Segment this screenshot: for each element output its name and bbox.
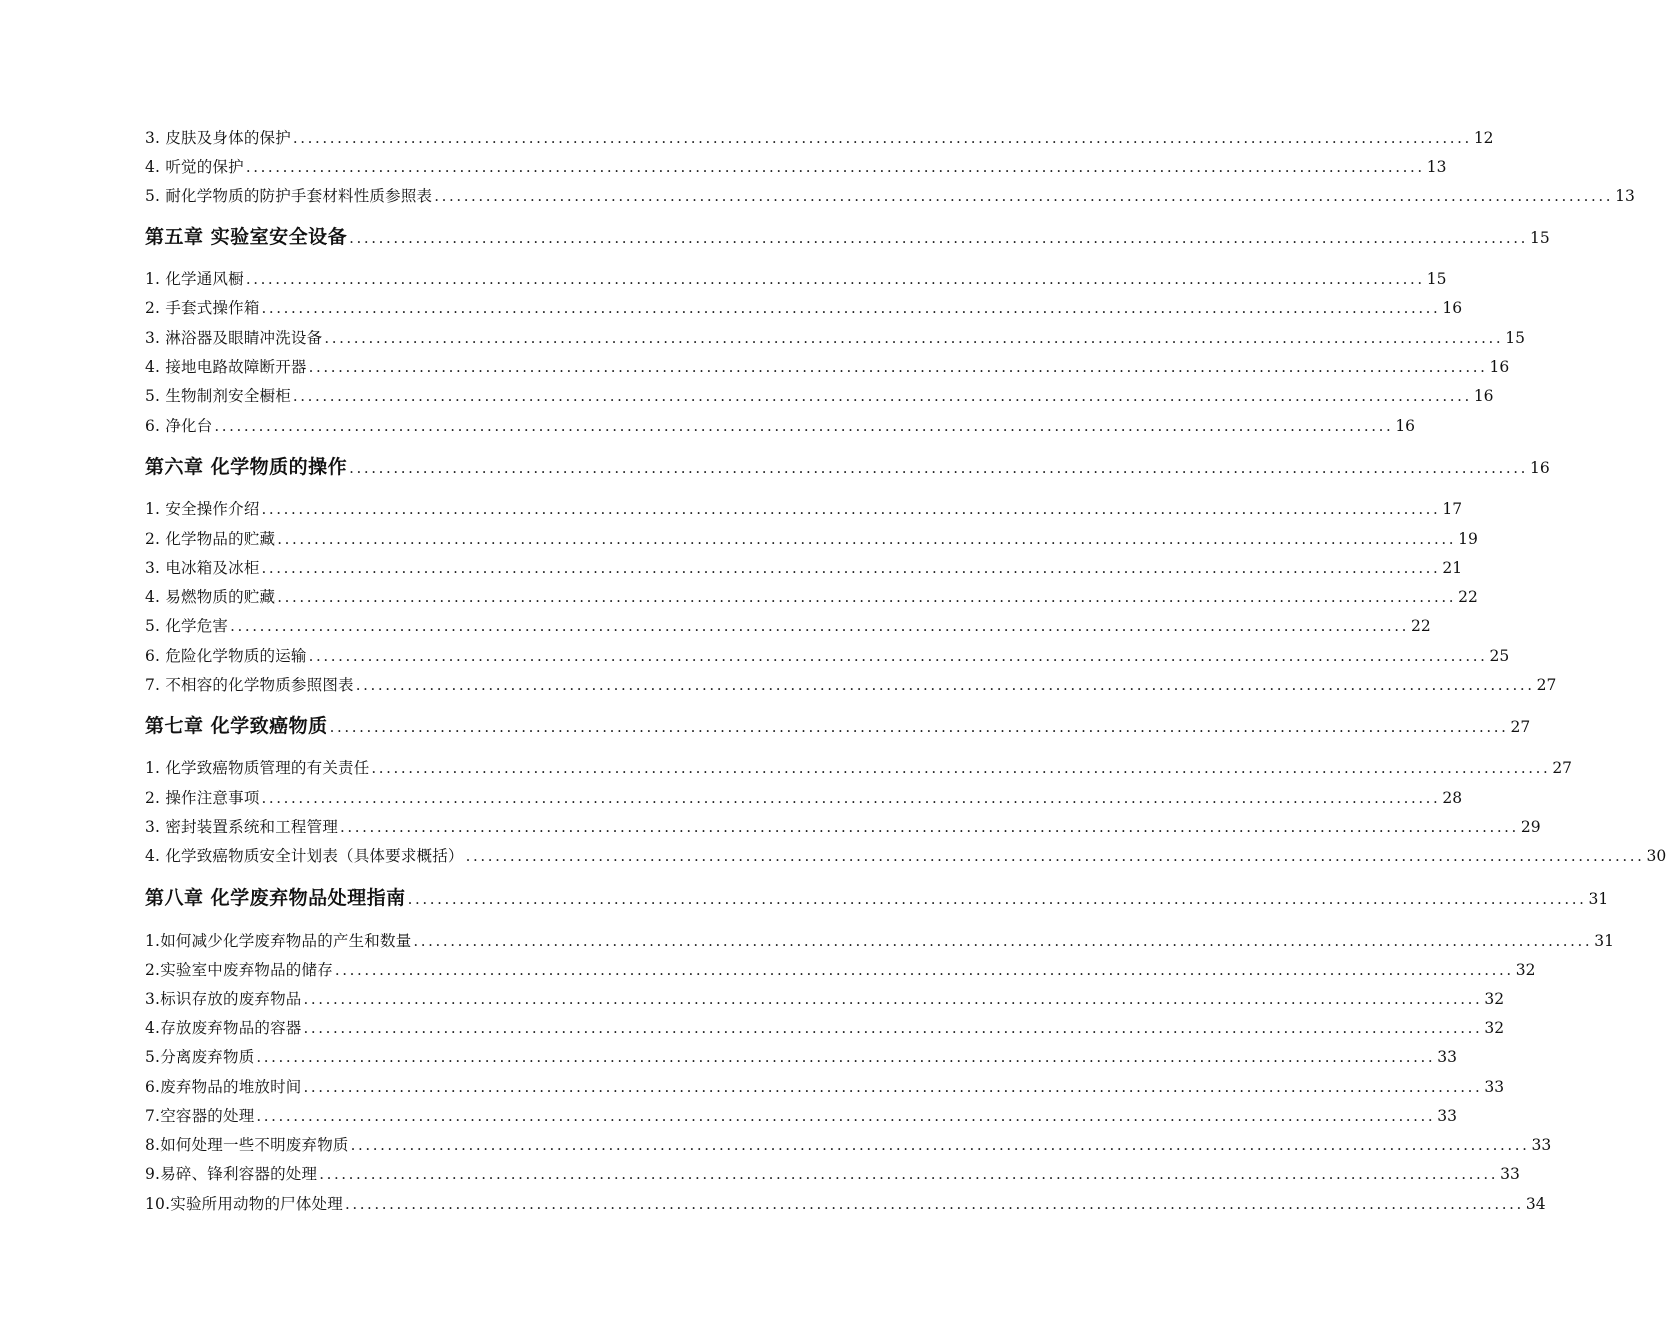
toc-entry	[145, 1017, 1505, 1039]
entry-title: 2. 化学物品的贮藏	[145, 530, 276, 548]
toc-entry	[145, 615, 1431, 637]
page-number: 31	[1594, 932, 1615, 950]
toc-entry	[145, 415, 1416, 437]
page-number: 16	[1530, 459, 1550, 477]
toc-chapter-heading	[145, 884, 1609, 912]
dot-leader: ................................................................................................................................................................	[261, 500, 1441, 518]
toc-entry	[145, 297, 1463, 319]
entry-title: 10.实验所用动物的尸体处理	[145, 1195, 343, 1213]
toc-entry	[145, 127, 1494, 149]
dot-leader: ................................................................................................................................................................	[303, 990, 1483, 1008]
page-number: 16	[1489, 358, 1510, 376]
toc-entry	[145, 268, 1447, 290]
page-number: 12	[1473, 129, 1494, 147]
entry-title: 3. 电冰箱及冰柜	[145, 559, 260, 577]
dot-leader: ................................................................................................................................................................	[319, 1165, 1499, 1183]
page-number: 16	[1473, 387, 1494, 405]
dot-leader: ................................................................................................................................................................	[407, 890, 1587, 908]
toc-entry	[145, 557, 1463, 579]
entry-title: 6.废弃物品的堆放时间	[145, 1078, 302, 1096]
entry-title: 5. 耐化学物质的防护手套材料性质参照表	[145, 187, 433, 205]
entry-title: 4.存放废弃物品的容器	[145, 1019, 302, 1037]
entry-title: 9.易碎、锋利容器的处理	[145, 1165, 318, 1183]
page-number: 27	[1510, 718, 1531, 736]
dot-leader: ................................................................................................................................................................	[329, 718, 1509, 736]
dot-leader: ................................................................................................................................................................	[292, 387, 1472, 405]
entry-title: 3. 淋浴器及眼睛冲洗设备	[145, 329, 323, 347]
entry-title: 8.如何处理一些不明废弃物质	[145, 1136, 349, 1154]
dot-leader: ................................................................................................................................................................	[308, 647, 1488, 665]
page-number: 27	[1536, 676, 1557, 694]
entry-title: 1. 安全操作介绍	[145, 500, 260, 518]
page-number: 27	[1552, 759, 1573, 777]
toc-entry	[145, 1134, 1552, 1156]
dot-leader: ................................................................................................................................................................	[292, 129, 1472, 147]
toc-entry	[145, 845, 1666, 867]
dot-leader: ................................................................................................................................................................	[434, 187, 1614, 205]
entry-title: 4. 听觉的保护	[145, 158, 244, 176]
dot-leader: ................................................................................................................................................................	[371, 759, 1551, 777]
entry-title: 7.空容器的处理	[145, 1107, 255, 1125]
toc-entry	[145, 988, 1505, 1010]
page-number: 33	[1500, 1165, 1520, 1183]
dot-leader: ................................................................................................................................................................	[308, 358, 1488, 376]
dot-leader: ................................................................................................................................................................	[261, 299, 1441, 317]
toc-entry	[145, 816, 1541, 838]
entry-title: 1. 化学致癌物质管理的有关责任	[145, 759, 370, 777]
dot-leader: ................................................................................................................................................................	[340, 818, 1519, 836]
entry-title: 3. 皮肤及身体的保护	[145, 129, 291, 147]
toc-entry	[145, 1046, 1458, 1068]
toc-entry	[145, 528, 1478, 550]
page-number: 30	[1646, 847, 1666, 865]
toc-entry	[145, 498, 1463, 520]
page-number: 33	[1484, 1078, 1505, 1096]
dot-leader: ................................................................................................................................................................	[355, 676, 1535, 694]
toc-entry	[145, 959, 1536, 981]
dot-leader: ................................................................................................................................................................	[245, 270, 1425, 288]
entry-title: 1.如何减少化学废弃物品的产生和数量	[145, 932, 412, 950]
dot-leader: ................................................................................................................................................................	[277, 588, 1457, 606]
dot-leader: ................................................................................................................................................................	[465, 847, 1645, 865]
toc-entry	[145, 385, 1494, 407]
entry-title: 5.分离废弃物质	[145, 1048, 255, 1066]
page-number: 19	[1458, 530, 1478, 548]
dot-leader: ................................................................................................................................................................	[214, 417, 1394, 435]
page-number: 31	[1588, 890, 1609, 908]
page-number: 33	[1437, 1107, 1458, 1125]
toc-entry	[145, 1193, 1546, 1215]
entry-title: 4. 化学致癌物质安全计划表（具体要求概括）	[145, 847, 464, 865]
page-number: 22	[1458, 588, 1478, 606]
page-number: 17	[1442, 500, 1463, 518]
chapter-title: 第八章 化学废弃物品处理指南	[145, 887, 406, 909]
toc-entry	[145, 1105, 1458, 1127]
toc-entry	[145, 156, 1447, 178]
entry-title: 4. 接地电路故障断开器	[145, 358, 307, 376]
toc-entry	[145, 674, 1557, 696]
entry-title: 2. 操作注意事项	[145, 789, 260, 807]
dot-leader: ................................................................................................................................................................	[324, 329, 1504, 347]
entry-title: 1. 化学通风橱	[145, 270, 244, 288]
entry-title: 3.标识存放的废弃物品	[145, 990, 302, 1008]
dot-leader: ................................................................................................................................................................	[334, 961, 1514, 979]
toc-entry	[145, 185, 1635, 207]
dot-leader: ................................................................................................................................................................	[303, 1078, 1483, 1096]
toc-entry	[145, 356, 1510, 378]
dot-leader: ................................................................................................................................................................	[256, 1048, 1436, 1066]
entry-title: 2.实验室中废弃物品的储存	[145, 961, 333, 979]
page-number: 16	[1395, 417, 1416, 435]
toc-entry	[145, 586, 1478, 608]
page-number: 28	[1442, 789, 1463, 807]
page-number: 32	[1515, 961, 1536, 979]
toc-chapter-heading	[145, 712, 1531, 740]
page-number: 13	[1615, 187, 1635, 205]
page-number: 16	[1442, 299, 1463, 317]
dot-leader: ................................................................................................................................................................	[303, 1019, 1483, 1037]
page-number: 32	[1484, 990, 1505, 1008]
entry-title: 7. 不相容的化学物质参照图表	[145, 676, 354, 694]
dot-leader: ................................................................................................................................................................	[261, 559, 1441, 577]
entry-title: 5. 生物制剂安全橱柜	[145, 387, 291, 405]
dot-leader: ................................................................................................................................................................	[277, 530, 1457, 548]
toc-entry	[145, 757, 1573, 779]
page-number: 32	[1484, 1019, 1505, 1037]
dot-leader: ................................................................................................................................................................	[230, 617, 1410, 635]
page-number: 21	[1442, 559, 1463, 577]
toc-chapter-heading	[145, 453, 1550, 481]
dot-leader: ................................................................................................................................................................	[349, 459, 1529, 477]
page-number: 34	[1525, 1195, 1546, 1213]
page-number: 15	[1530, 229, 1550, 247]
dot-leader: ................................................................................................................................................................	[349, 229, 1529, 247]
toc-chapter-heading	[145, 223, 1550, 251]
entry-title: 6. 危险化学物质的运输	[145, 647, 307, 665]
entry-title: 2. 手套式操作箱	[145, 299, 260, 317]
dot-leader: ................................................................................................................................................................	[245, 158, 1425, 176]
dot-leader: ................................................................................................................................................................	[350, 1136, 1530, 1154]
toc-entry	[145, 930, 1615, 952]
dot-leader: ................................................................................................................................................................	[261, 789, 1441, 807]
dot-leader: ................................................................................................................................................................	[413, 932, 1593, 950]
page-number: 15	[1505, 329, 1525, 347]
toc-entry	[145, 787, 1463, 809]
toc-entry	[145, 327, 1525, 349]
dot-leader: ................................................................................................................................................................	[344, 1195, 1524, 1213]
toc-entry	[145, 1076, 1505, 1098]
page-number: 33	[1437, 1048, 1458, 1066]
page-number: 29	[1520, 818, 1541, 836]
page-number: 13	[1426, 158, 1447, 176]
chapter-title: 第七章 化学致癌物质	[145, 715, 328, 737]
toc-entry	[145, 645, 1510, 667]
chapter-title: 第五章 实验室安全设备	[145, 226, 348, 248]
toc-entry	[145, 1163, 1520, 1185]
chapter-title: 第六章 化学物质的操作	[145, 456, 348, 478]
entry-title: 6. 净化台	[145, 417, 213, 435]
entry-title: 5. 化学危害	[145, 617, 229, 635]
entry-title: 4. 易燃物质的贮藏	[145, 588, 276, 606]
page-number: 25	[1489, 647, 1510, 665]
page-number: 22	[1411, 617, 1431, 635]
dot-leader: ................................................................................................................................................................	[256, 1107, 1436, 1125]
entry-title: 3. 密封装置系统和工程管理	[145, 818, 339, 836]
page-number: 15	[1426, 270, 1447, 288]
page-number: 33	[1531, 1136, 1552, 1154]
